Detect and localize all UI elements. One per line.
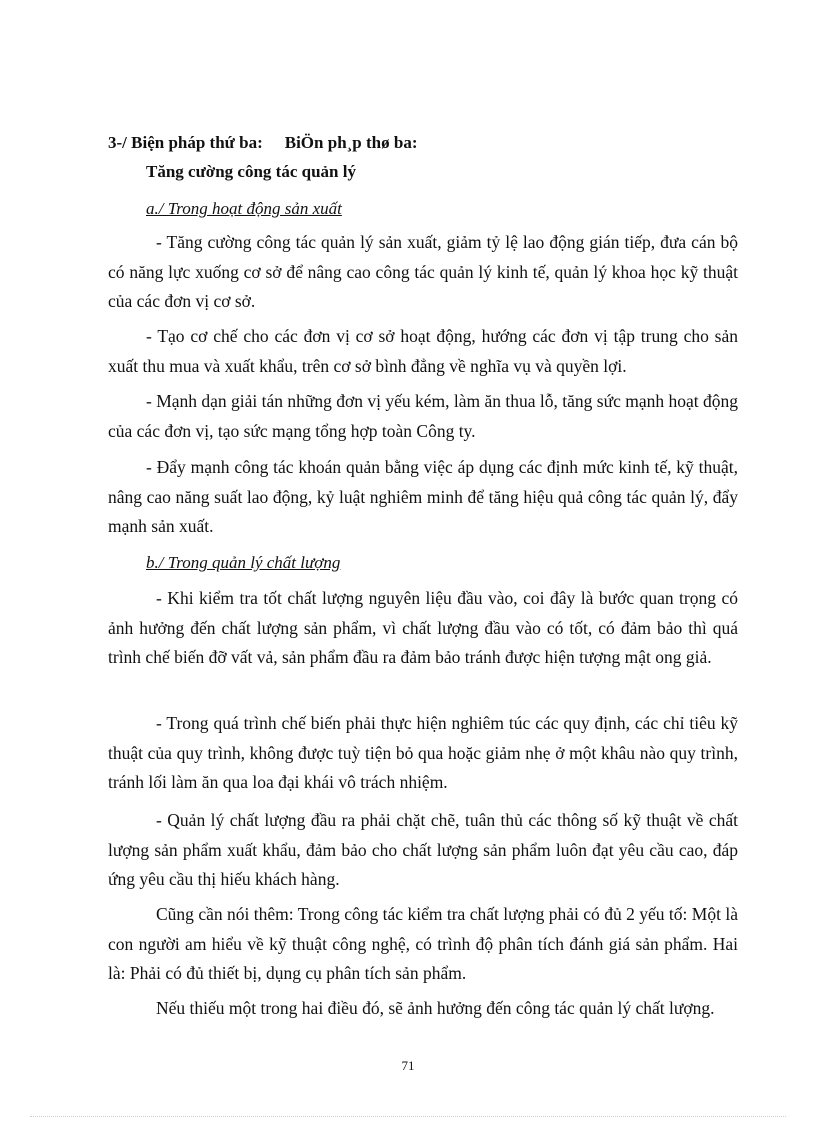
paragraph-a3: - Mạnh dạn giải tán những đơn vị yếu kém, làm ăn thua lỗ, tăng sức mạnh hoạt động của các đơn vị, tạo sức mạng tổng hợp toàn Công ty. (108, 391, 738, 441)
heading-title: 3-/ Biện pháp thứ ba: (108, 133, 263, 152)
paragraph-a4: - Đẩy mạnh công tác khoán quản bằng việc áp dụng các định mức kinh tế, kỹ thuật, nâng cao năng suất lao động, kỷ luật nghiêm minh để tăng hiệu quả công tác quản lý, đẩy mạnh sản xuất. (108, 457, 738, 536)
heading-garbled-duplicate: BiÖn ph¸p thø ba: (284, 133, 418, 152)
paragraph-b1: - Khi kiểm tra tốt chất lượng nguyên liệu đầu vào, coi đây là bước quan trọng có ảnh hưởng đến chất lượng sản phẩm, vì chất lượng đầu vào có tốt, có đảm bảo thì quá trình chế biến đỡ vất vả, sản phẩm đầu ra đảm bảo tránh được hiện tượng mật ong giả. (108, 588, 738, 667)
section-subheading: Tăng cường công tác quản lý (146, 162, 356, 181)
paragraph-b3: - Quản lý chất lượng đầu ra phải chặt chẽ, tuân thủ các thông số kỹ thuật về chất lượng sản phẩm xuất khẩu, đảm bảo cho chất lượng sản phẩm luôn đạt yêu cầu cao, đáp ứng yêu cầu thị hiếu khách hàng. (108, 810, 738, 889)
paragraph-b2: - Trong quá trình chế biến phải thực hiện nghiêm túc các quy định, các chỉ tiêu kỹ thuật của quy trình, không được tuỳ tiện bỏ qua hoặc giảm nhẹ ở một khâu nào quy trình, tránh lối làm ăn qua loa đại khái vô trách nhiệm. (108, 713, 738, 792)
paragraph-b5: Nếu thiếu một trong hai điều đó, sẽ ảnh hưởng đến công tác quản lý chất lượng. (156, 998, 715, 1018)
paragraph-a2: - Tạo cơ chế cho các đơn vị cơ sở hoạt động, hướng các đơn vị tập trung cho sản xuất thu mua và xuất khẩu, trên cơ sở bình đẳng về nghĩa vụ và quyền lợi. (108, 326, 738, 376)
subsection-a-title: a./ Trong hoạt động sản xuất (146, 199, 342, 218)
page-bottom-border (30, 1116, 786, 1117)
subsection-b-title: b./ Trong quản lý chất lượng (146, 553, 341, 572)
page-number: 71 (401, 1058, 415, 1073)
paragraph-a1: - Tăng cường công tác quản lý sản xuất, giảm tỷ lệ lao động gián tiếp, đưa cán bộ có năng lực xuống cơ sở để nâng cao công tác quản lý kinh tế, quản lý khoa học kỹ thuật của các đơn vị cơ sở. (108, 232, 738, 311)
section-heading (108, 133, 418, 153)
paragraph-b4: Cũng cần nói thêm: Trong công tác kiểm tra chất lượng phải có đủ 2 yếu tố: Một là con người am hiểu về kỹ thuật công nghệ, có trình độ phân tích đánh giá sản phẩm. Hai là: Phải có đủ thiết bị, dụng cụ phân tích sản phẩm. (108, 904, 738, 983)
